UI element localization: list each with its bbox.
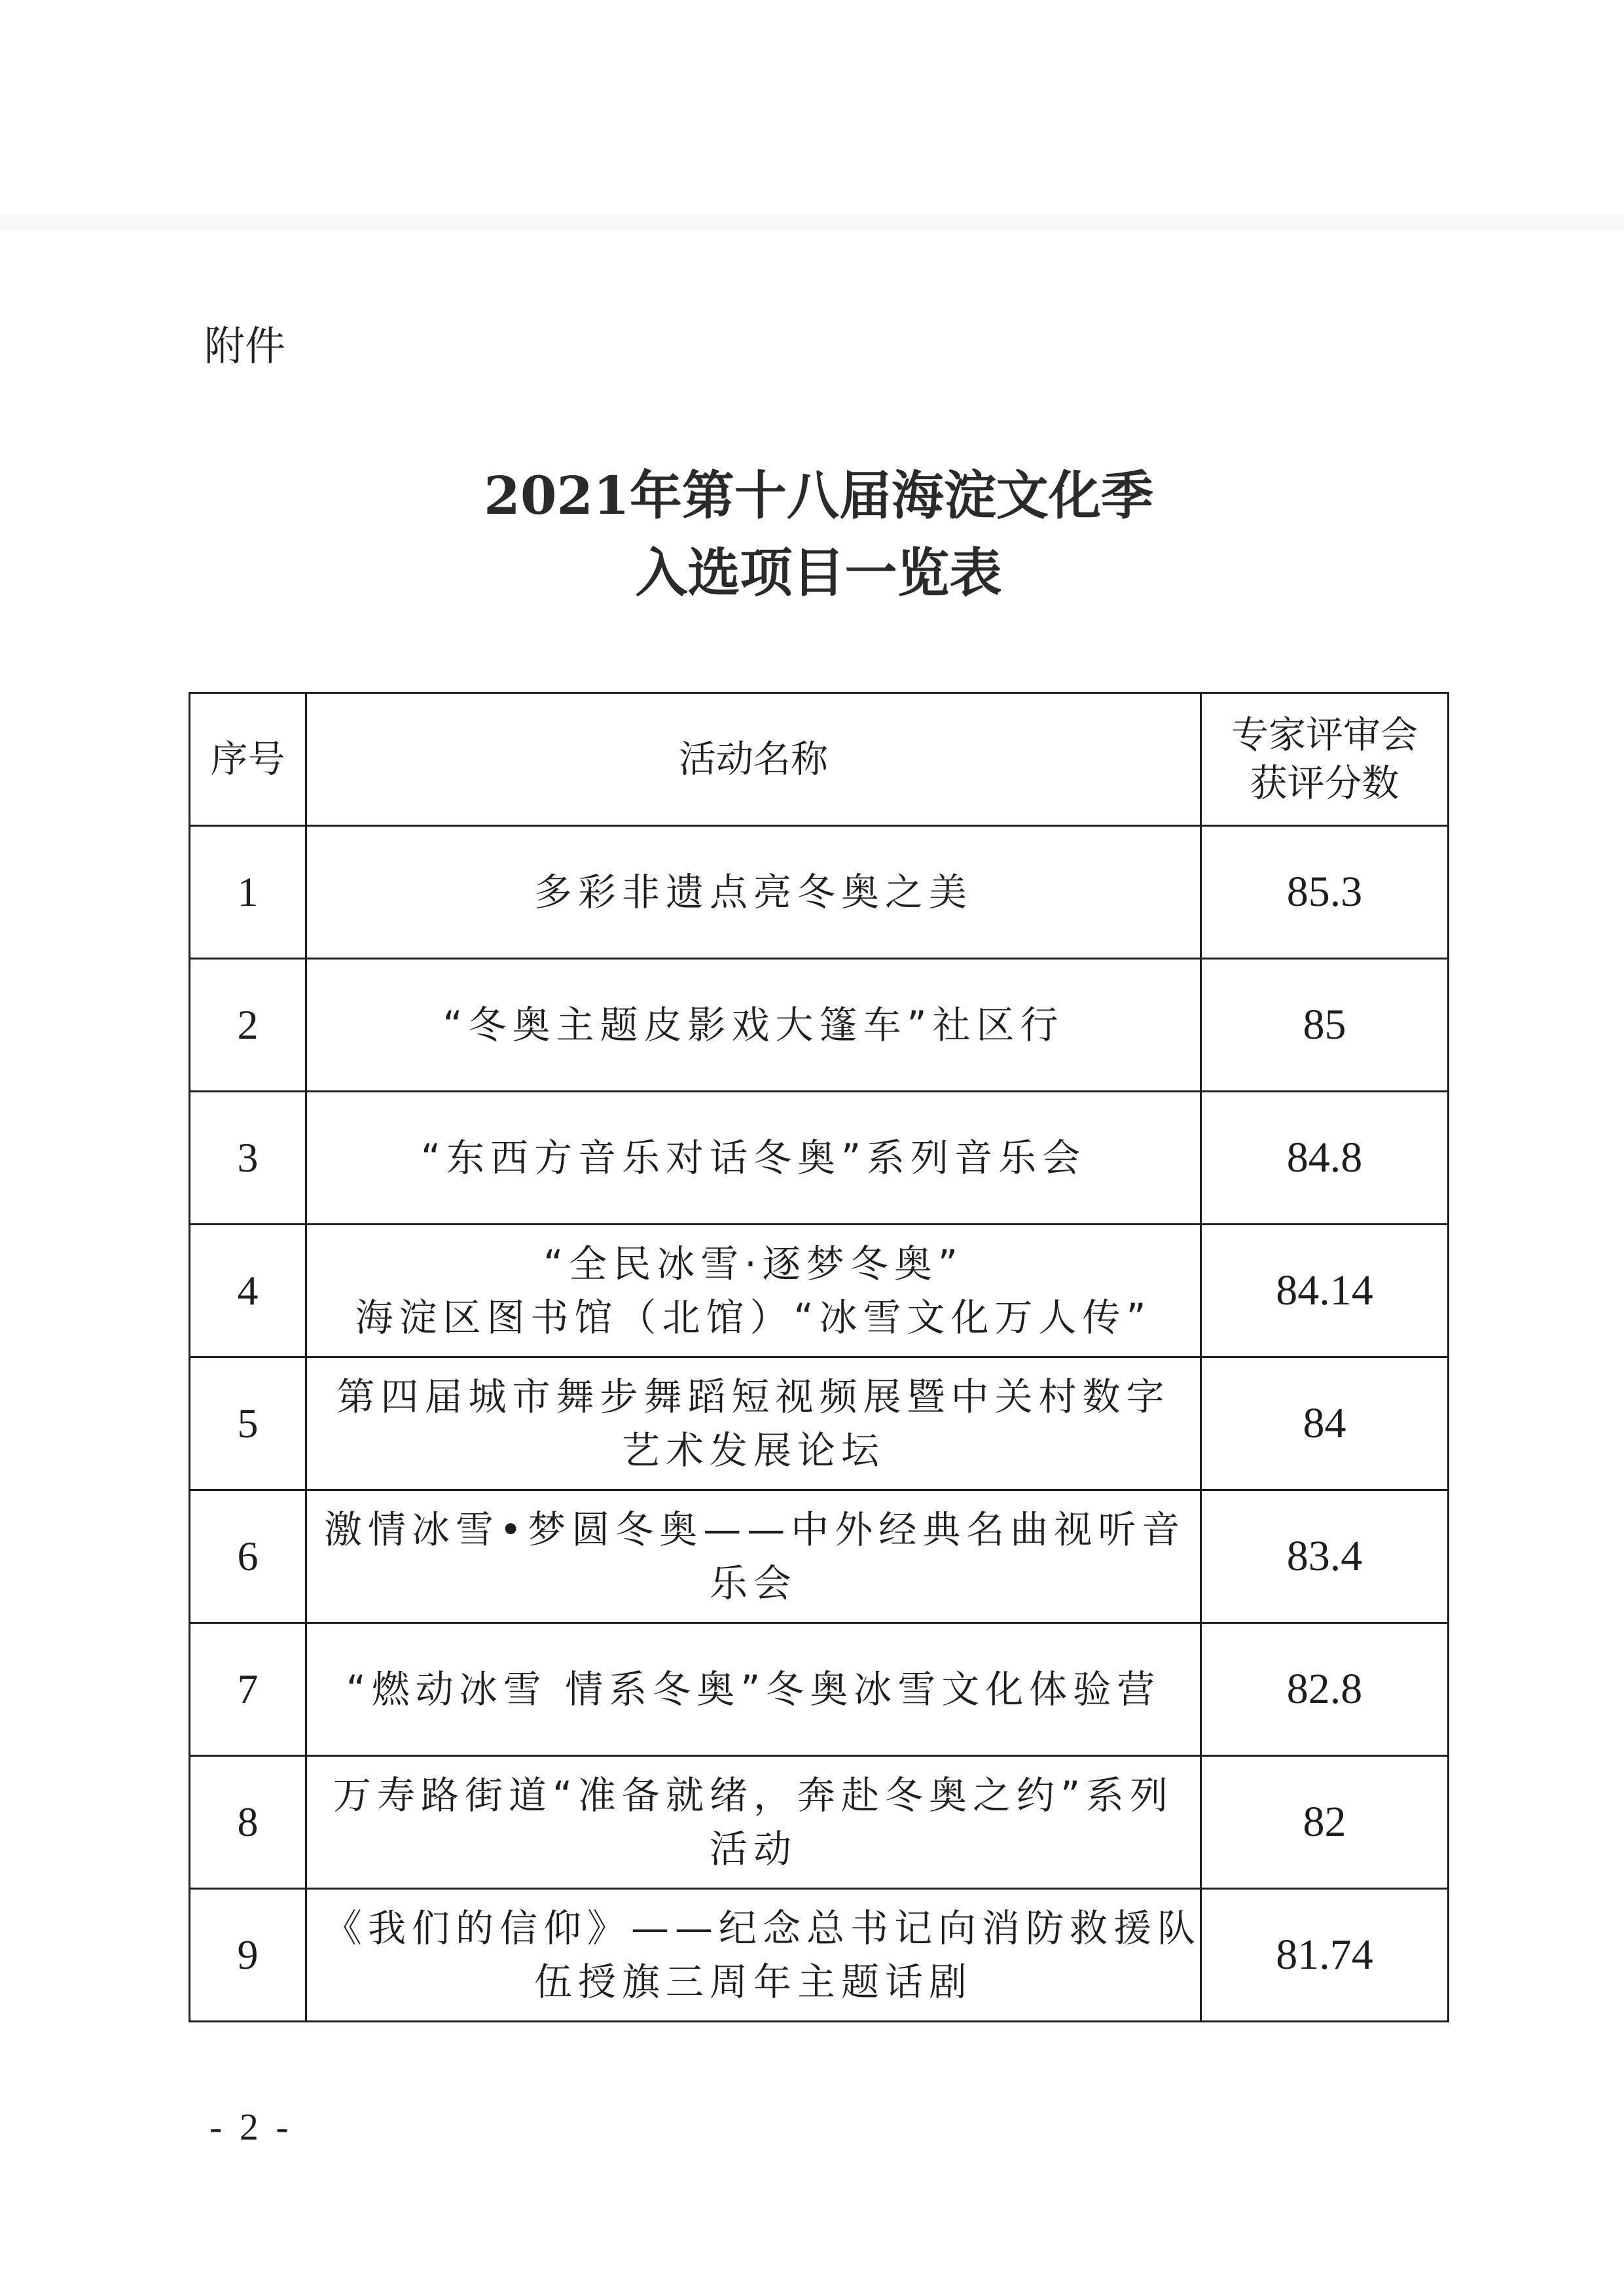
score-value: 84 bbox=[1201, 1357, 1449, 1490]
score-value: 83.4 bbox=[1201, 1490, 1449, 1623]
table-row bbox=[190, 1225, 1449, 1357]
activity-name-line: “冬奥主题皮影戏大篷车”社区行 bbox=[442, 1003, 1064, 1047]
scan-artifact-band bbox=[0, 215, 1624, 230]
row-number: 3 bbox=[190, 1092, 306, 1225]
activity-name bbox=[306, 826, 1201, 959]
activity-name bbox=[306, 1756, 1201, 1889]
score-value: 82.8 bbox=[1201, 1623, 1449, 1756]
column-header-no-label: 序号 bbox=[210, 738, 285, 781]
row-number: 5 bbox=[190, 1357, 306, 1490]
row-number: 1 bbox=[190, 826, 306, 959]
activity-name bbox=[306, 1490, 1201, 1623]
activity-name-line: 海淀区图书馆（北馆）“冰雪文化万人传” bbox=[355, 1295, 1152, 1340]
activity-name bbox=[306, 1225, 1201, 1357]
activity-name-line: “燃动冰雪 情系冬奥”冬奥冰雪文化体验营 bbox=[346, 1667, 1161, 1712]
activity-name bbox=[306, 1092, 1201, 1225]
score-value: 82 bbox=[1201, 1756, 1449, 1889]
activity-name bbox=[306, 1889, 1201, 2022]
score-value: 85 bbox=[1201, 959, 1449, 1092]
row-number: 8 bbox=[190, 1756, 306, 1889]
score-value: 85.3 bbox=[1201, 826, 1449, 959]
activity-name-line: “全民冰雪·逐梦冬奥” bbox=[543, 1242, 964, 1286]
page-title-line2: 入选项目一览表 bbox=[635, 542, 1002, 603]
activity-name-line: 乐会 bbox=[709, 1561, 797, 1605]
table-row bbox=[190, 1623, 1449, 1756]
activity-name-line: 第四届城市舞步舞蹈短视频展暨中关村数字 bbox=[336, 1374, 1170, 1419]
activity-name-line: 激情冰雪•梦圆冬奥——中外经典名曲视听音 bbox=[324, 1507, 1186, 1552]
activity-name-line: 活动 bbox=[709, 1827, 797, 1871]
score-value: 84.14 bbox=[1201, 1225, 1449, 1357]
row-number: 7 bbox=[190, 1623, 306, 1756]
row-number: 4 bbox=[190, 1225, 306, 1357]
column-header-no bbox=[190, 693, 306, 826]
activity-name bbox=[306, 959, 1201, 1092]
table-row bbox=[190, 1092, 1449, 1225]
activity-name-line: 伍授旗三周年主题话剧 bbox=[533, 1960, 973, 2004]
column-header-name-label: 活动名称 bbox=[679, 738, 828, 781]
column-header-score-label-line1: 专家评审会 bbox=[1231, 713, 1418, 757]
page-title-line1: 2021年第十八届海淀文化季 bbox=[484, 465, 1153, 526]
activity-name-line: 艺术发展论坛 bbox=[621, 1428, 885, 1473]
table-row bbox=[190, 1357, 1449, 1490]
row-number: 6 bbox=[190, 1490, 306, 1623]
score-value: 84.8 bbox=[1201, 1092, 1449, 1225]
activity-name bbox=[306, 1357, 1201, 1490]
activity-name-line: 多彩非遗点亮冬奥之美 bbox=[533, 870, 973, 914]
column-header-name bbox=[306, 693, 1201, 826]
page-number: - 2 - bbox=[209, 2106, 293, 2148]
row-number: 2 bbox=[190, 959, 306, 1092]
table-row bbox=[190, 1889, 1449, 2022]
score-value: 81.74 bbox=[1201, 1889, 1449, 2022]
row-number: 9 bbox=[190, 1889, 306, 2022]
column-header-score bbox=[1201, 693, 1449, 826]
selected-projects-table bbox=[189, 692, 1449, 2022]
activity-name-line: 《我们的信仰》——纪念总书记向消防救援队 bbox=[324, 1906, 1202, 1950]
table-row bbox=[190, 826, 1449, 959]
column-header-score-label-line2: 获评分数 bbox=[1250, 762, 1399, 805]
table-header-row bbox=[190, 693, 1449, 826]
table-row bbox=[190, 1756, 1449, 1889]
table-row bbox=[190, 1490, 1449, 1623]
table-row bbox=[190, 959, 1449, 1092]
activity-name bbox=[306, 1623, 1201, 1756]
attachment-label: 附件 bbox=[204, 322, 286, 370]
activity-name-line: “东西方音乐对话冬奥”系列音乐会 bbox=[420, 1136, 1087, 1180]
activity-name-line: 万寿路街道“准备就绪，奔赴冬奥之约”系列 bbox=[333, 1773, 1174, 1818]
